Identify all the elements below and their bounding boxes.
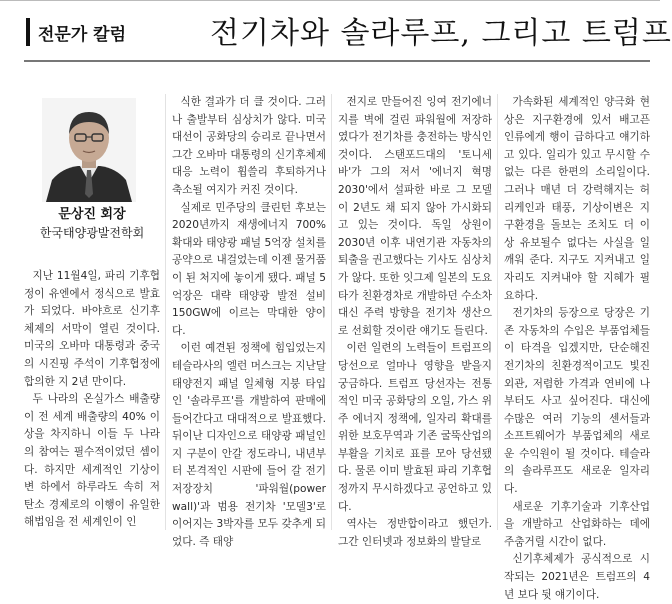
column-divider <box>497 94 498 530</box>
article-paragraph: 신기후체제가 공식적으로 시작되는 2021년은 트럼프의 4년 보다 뒷 얘기이다. <box>504 553 650 601</box>
article-paragraph: 전지로 만들어진 잉여 전기에너지를 벽에 걸린 파워월에 저장하였다가 전기차를 충전하는 방식인 것이다. 스탠포드대의 '토니세바'가 그의 저서 '에너지 혁명 2030'에서 설파한 바로 그 모델이 2년도 채 되지 않아 가시화되고 있는 것이다. 독일 상원이 2030년 이후 내연기관 자동차의 퇴출을 권고했다는 기사도 심상치가 않다. 또한 잇그제 일본의 도요타가 친환경차로 개발하던 수소차 대신 주력 방향을 전기차 생산으로 선회할 것이란 얘기도 들린다. <box>338 96 492 337</box>
author-portrait-icon <box>42 98 136 202</box>
author-byline <box>24 206 160 242</box>
article-paragraph: 이런 예견된 정책에 힘입었는지 테슬라사의 엘런 머스크는 지난달 태양전지 패널 일체형 지붕 타입인 '솔라루프'를 개발하여 판매에 들어간다고 대대적으로 발표했다. 뒤이난 디자인으로 태양광 패널인지 구분이 안갈 정도라니, 내년부터 본격적인 시판에 들어 갈 전기 저장장치 '파워월(power wall)'과 범용 전기차 '모델3'로 이어지는 3박자를 모두 갖추게 되었다. 즉 태양 <box>172 342 326 548</box>
article-column-1 <box>24 268 160 530</box>
section-label <box>26 14 126 50</box>
article-column-3 <box>338 94 492 548</box>
article-paragraph: 식한 결과가 더 클 것이다. 그러나 출발부터 심상치가 않다. 미국 대선이 공화당의 승리로 끝나면서 그간 오바마 대통령의 신기후체제 대응 노력이 휩쓸리 후퇴하거나 축소될 여지가 커진 것이다. <box>172 96 326 196</box>
section-label-text: 전문가 칼럼 <box>38 24 127 45</box>
article-paragraph: 역사는 정반합이라고 했던가. 그간 인터넷과 정보화의 발달로 <box>338 518 492 548</box>
article-headline: 전기차와 솔라루프, 그리고 트럼프 <box>210 16 672 51</box>
article-paragraph: 실제로 민주당의 클린턴 후보는 2020년까지 재생에너지 700% 확대와 태양광 패널 5억장 설치를 공약으로 내걸었는데 이젠 물거품이 된 처지에 놓이게 됐다. 패널 5억장은 대략 태양광 발전 설비 150GW에 이르는 막대한 양이다. <box>172 201 326 337</box>
column-divider <box>165 94 166 530</box>
article-paragraph: 가속화된 세계적인 양극화 현상은 지구환경에 있서 배고픈 인류에게 행이 급하다고 얘기하고 있다. 일리가 있고 무시할 수 없는 다른 한편의 소리일이다. 그러나 매년 더 강력해지는 허리케인과 태풍, 기상이변은 지구환경을 돌보는 조치도 더 이상 유보될수 없다는 사실을 일깨워 준다. 지구도 지켜내고 일자리도 지켜내야 할 지혜가 필요하다. <box>504 96 650 302</box>
author-name: 문상진 회장 <box>58 207 126 222</box>
article-paragraph: 지난 11월4일, 파리 기후협정이 유엔에서 정식으로 발효가 되었다. 바야흐로 신기후체제의 서막이 열린 것이다. 미국의 오바마 대통령과 중국의 시진핑 주석이 기후협정에 합의한 지 2년 만이다. <box>24 270 160 388</box>
column-divider <box>331 94 332 530</box>
author-photo <box>42 98 136 202</box>
article-paragraph: 새로운 기후기술과 기후산업을 개발하고 산업화하는 데에 주춤거릴 시간이 없다. <box>504 500 650 548</box>
article-column-2 <box>172 94 326 548</box>
author-affiliation: 한국태양광발전학회 <box>39 226 145 240</box>
section-marker <box>26 18 30 46</box>
article-column-4 <box>504 94 650 601</box>
headline-rule <box>24 60 650 62</box>
article-paragraph: 전기차의 등장으로 당장은 기존 자동차의 수입은 부품업체들이 타격을 입겠지만, 단순해진 전기차의 친환경적이고도 빛진 외관, 저렴한 가격과 연비에 나부터도 사고 싶어진다. 대신에 수많은 여러 기능의 센서들과 소프트웨어가 부품업체의 새로운 수익원이 될 것이다. 테슬라의 솔라루프도 새로운 일자리다. <box>504 307 650 496</box>
top-rule <box>0 0 660 1</box>
article-paragraph: 두 나라의 온실가스 배출량이 전 세계 배출량의 40% 이상을 차지하니 이들 두 나라의 참여는 필수적이었던 셈이다. 하지만 세계적인 기상이변 하에서 하루라도 속히 저탄소 경제로의 이행이 유일한 해법임을 전 세계인이 인 <box>24 393 160 529</box>
article-paragraph: 이런 일련의 노력들이 트럼프의 당선으로 얼마나 영향을 받을지 궁금하다. 트럼프 당선자는 전통적인 미국 공화당의 오일, 가스 위주 에너지 정책에, 일자리 확대를 위한 보호무역과 기존 굴뚝산업의 부활을 기치로 표를 모아 당선됐다. 물론 이미 발효된 파리 기후협정까지 무시하겠다고 공언하고 있다. <box>338 342 492 513</box>
